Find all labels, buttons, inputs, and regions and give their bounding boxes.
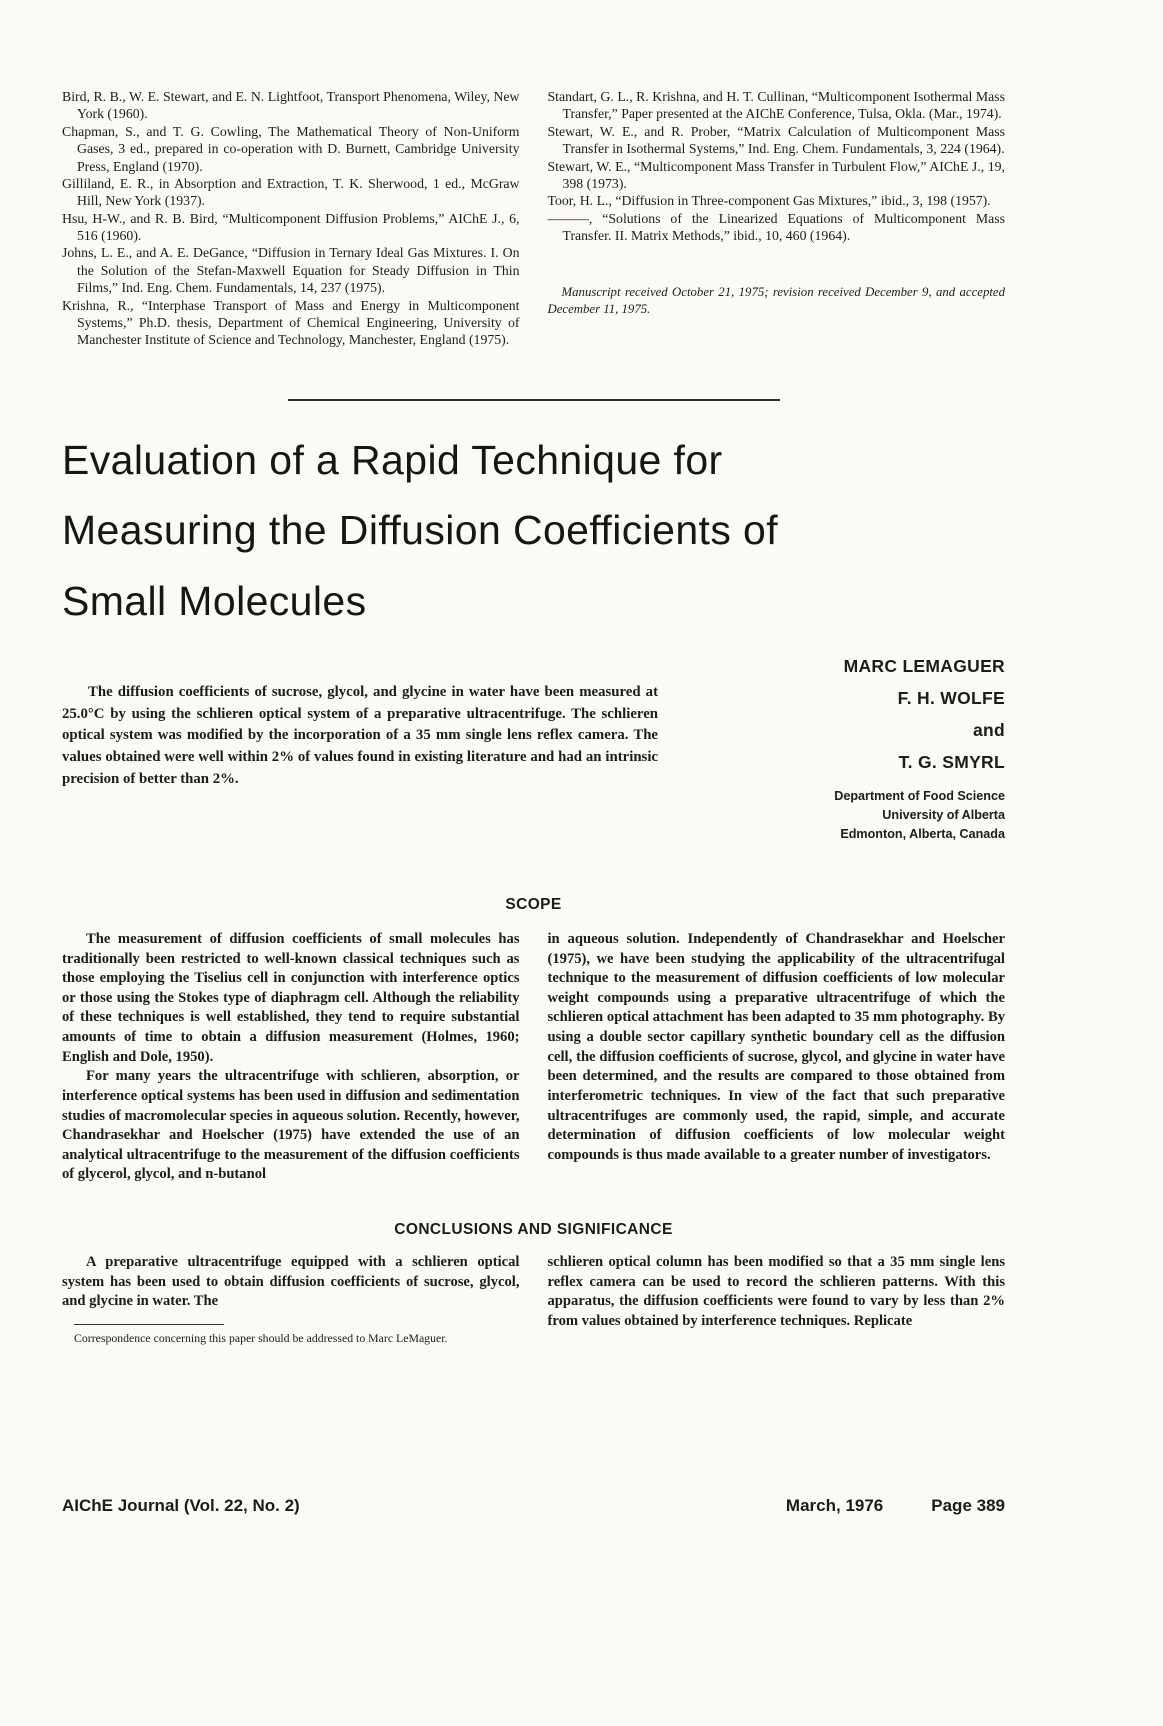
reference-entry: Toor, H. L., “Diffusion in Three-component Gas Mixtures,” ibid., 3, 198 (1957). [547, 193, 991, 209]
reference-entry: Johns, L. E., and A. E. DeGance, “Diffusion in Ternary Ideal Gas Mixtures. I. On the Solution of the Stefan-Maxwell Equation for Steady Diffusion in Thin Films,” Ind. Eng. Chem. Fundamentals, 14, 237 (1975). [62, 245, 520, 296]
author-name: F. H. WOLFE [897, 688, 1005, 709]
article-divider-rule [288, 399, 780, 401]
scope-body [62, 930, 1005, 1185]
reference-entry: Chapman, S., and T. G. Cowling, The Mathematical Theory of Non-Uniform Gases, 3 ed., prepared in co-operation with D. Burnett, Cambridge University Press, England (1970). [62, 123, 520, 174]
journal-volume-label: AIChE Journal (Vol. 22, No. 2) [62, 1496, 300, 1515]
conclusions-column-right [548, 1253, 1006, 1346]
scope-column-left [62, 930, 520, 1185]
conclusions-paragraph: A preparative ultracentrifuge equipped with a schlieren optical system has been used to obtain diffusion coefficients of sucrose, glycol, and glycine in water. The [62, 1254, 520, 1310]
manuscript-received-note: Manuscript received October 21, 1975; revision received December 9, and accepted December 11, 1975. [547, 285, 1005, 317]
abstract-text: The diffusion coefficients of sucrose, glycol, and glycine in water have been measured at 25.0°C by using the schlieren optical system of a preparative ultracentrifuge. The schlieren optical system was modified by the incorporation of a 35 mm single lens reflex camera. The values obtained were well within 2% of values found in existing literature and had an intrinsic precision of better than 2%. [62, 684, 658, 787]
author-name: MARC LEMAGUER [843, 656, 1005, 677]
reference-entry: Gilliland, E. R., in Absorption and Extraction, T. K. Sherwood, 1 ed., McGraw Hill, New York (1937). [62, 175, 520, 209]
issue-date: March, 1976 [785, 1496, 884, 1515]
page-footer [62, 1496, 1005, 1516]
affiliation-line: Edmonton, Alberta, Canada [840, 827, 1005, 842]
reference-entry: Hsu, H-W., and R. B. Bird, “Multicomponent Diffusion Problems,” AIChE J., 6, 516 (1960). [62, 210, 520, 243]
conclusions-body [62, 1253, 1005, 1346]
scope-column-right [548, 930, 1006, 1185]
references-column-right [548, 88, 1006, 349]
conclusions-heading: CONCLUSIONS AND SIGNIFICANCE [394, 1221, 673, 1239]
scope-paragraph: in aqueous solution. Independently of Chandrasekhar and Hoelscher (1975), we have been studying the applicability of the ultracentrifugal technique to the measurement of diffusion coefficients of low molecular weight compounds using a preparative ultracentrifuge of which the schlieren optical attachment has been adapted to 35 mm photography. By using a double sector capillary synthetic boundary cell as the diffusion cell, the diffusion coefficients of sucrose, glycol, and glycine in water have been determined, and the results are compared to those obtained from interferometric techniques. In view of the fact that such preparative ultracentrifuges are commonly used, the rapid, simple, and accurate determination of diffusion coefficients of low molecular weight compounds is thus made available to a greater number of investigators. [547, 930, 1005, 1163]
reference-entry: ———, “Solutions of the Linearized Equations of Multicomponent Mass Transfer. II. Matrix Methods,” ibid., 10, 460 (1964). [547, 210, 1005, 243]
scope-paragraph: The measurement of diffusion coefficients of small molecules has traditionally been restricted to well-known classical techniques such as those employing the Tiselius cell in conjunction with interference optics or those using the Stokes type of diaphragm cell. Although the reliability of these techniques is well established, they tend to require substantial amounts of time to obtain a diffusion measurement (Holmes, 1960; English and Dole, 1950). [62, 930, 520, 1065]
footnote-text: Correspondence concerning this paper should be addressed to Marc LeMaguer. [74, 1330, 448, 1345]
references-section [62, 88, 1005, 349]
footnote-rule [74, 1324, 224, 1325]
reference-entry: Stewart, W. E., “Multicomponent Mass Transfer in Turbulent Flow,” AIChE J., 19, 398 (1973). [547, 158, 1005, 191]
references-column-left [62, 88, 520, 349]
footer-right-group [786, 1496, 1005, 1516]
conclusions-column-left [62, 1253, 520, 1346]
scope-paragraph: For many years the ultracentrifuge with schlieren, absorption, or interference optical systems has been used in diffusion and sedimentation studies of macromolecular species in aqueous solution. Recently, however, Chandrasekhar and Hoelscher (1975) have extended the use of an analytical ultracentrifuge to the measurement of the diffusion coefficients of glycerol, glycol, and n-butanol [62, 1068, 520, 1183]
scope-heading: SCOPE [505, 895, 562, 913]
article-title: Evaluation of a Rapid Technique for Measuring the Diffusion Coefficients of Small Molecules [62, 436, 779, 624]
reference-entry: Standart, G. L., R. Krishna, and H. T. Cullinan, “Multicomponent Isothermal Mass Transfer,” Paper presented at the AIChE Conference, Tulsa, Okla. (Mar., 1974). [547, 89, 1005, 122]
affiliation-block [658, 787, 1005, 844]
author-names [658, 650, 1005, 778]
author-name: T. G. SMYRL [898, 752, 1005, 773]
reference-entry: Krishna, R., “Interphase Transport of Mass and Energy in Multicomponent Systems,” Ph.D. thesis, Department of Chemical Engineering, University of Manchester Institute of Science and Technology, Manchester, England (1975). [62, 297, 520, 348]
conclusions-paragraph: schlieren optical column has been modified so that a 35 mm single lens reflex camera can be used to record the schlieren patterns. With this apparatus, the diffusion coefficients were found to vary by less than 2% from values obtained by interference techniques. Replicate [547, 1254, 1005, 1329]
reference-entry: Bird, R. B., W. E. Stewart, and E. N. Lightfoot, Transport Phenomena, Wiley, New York (1960). [62, 89, 520, 122]
abstract-author-row [62, 650, 1005, 844]
affiliation-line: Department of Food Science [834, 789, 1005, 804]
conclusions-left-paragraphs [62, 1253, 520, 1312]
author-name: and [972, 720, 1005, 741]
author-block [658, 650, 1005, 844]
affiliation-line: University of Alberta [882, 808, 1005, 823]
correspondence-footnote [62, 1324, 520, 1346]
page-number: Page 389 [931, 1496, 1005, 1515]
references-list-right [548, 88, 1006, 244]
reference-entry: Stewart, W. E., and R. Prober, “Matrix Calculation of Multicomponent Mass Transfer in Isothermal Systems,” Ind. Eng. Chem. Fundamentals, 3, 224 (1964). [547, 123, 1005, 157]
